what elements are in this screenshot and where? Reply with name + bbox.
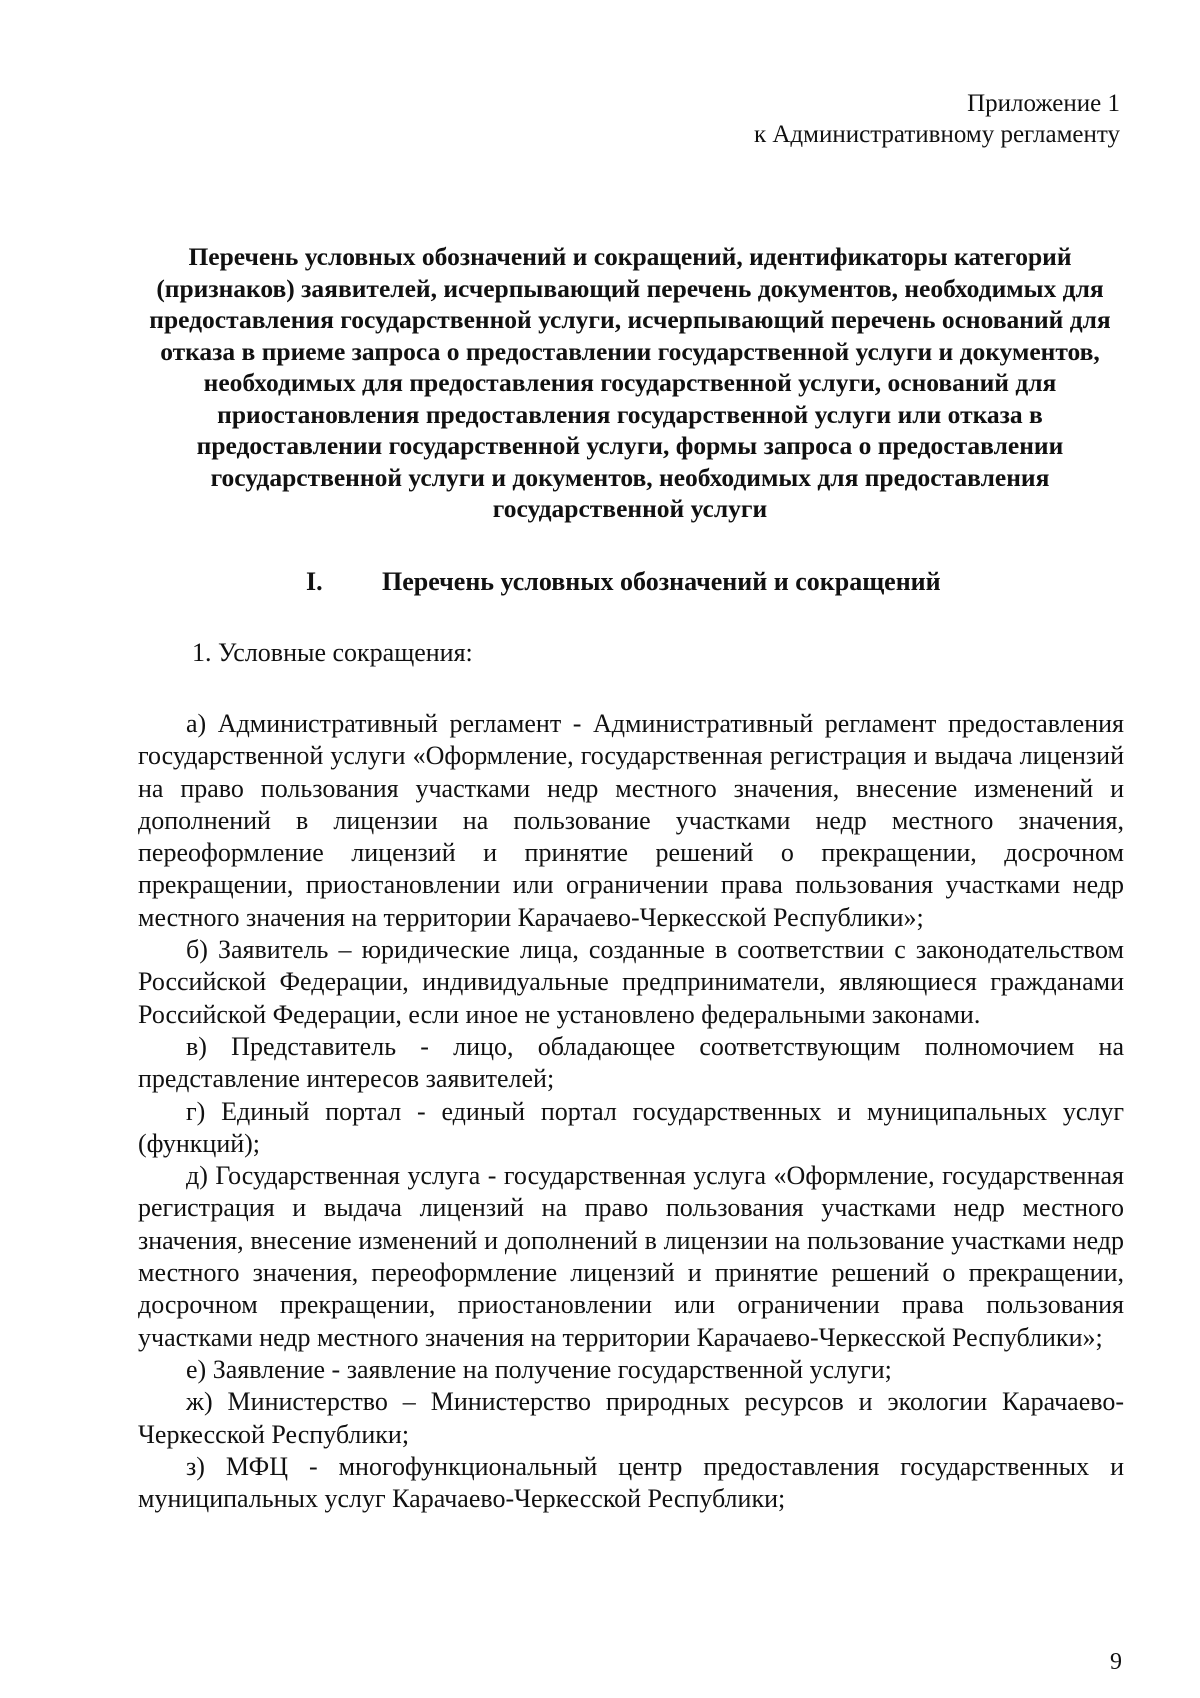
definitions-list	[138, 708, 1124, 1515]
definition-paragraph-z: з) МФЦ - многофункциональный центр предоставления государственных и муниципальных услуг Карачаево-Черкесской Республики;	[138, 1451, 1124, 1514]
page-number: 9	[1110, 1649, 1122, 1675]
appendix-line-1: Приложение 1	[967, 90, 1120, 117]
appendix-header	[754, 88, 1120, 150]
item-heading: 1. Условные сокращения:	[192, 638, 473, 667]
definition-paragraph-zh: ж) Министерство – Министерство природных ресурсов и экологии Карачаево-Черкесской Республики;	[138, 1387, 1124, 1449]
appendix-line-2: к Административному регламенту	[753, 121, 1120, 148]
document-title: Перечень условных обозначений и сокращений, идентификаторы категорий (признаков) заявителей, исчерпывающий перечень документов, необходимых для предоставления государственной услуги, исчерпывающий перечень оснований для отказа в приеме запроса о предоставлении государственной услуги и документов, необходимых для предоставления государственной услуги, оснований для приостановления предоставления государственной услуги или отказа в предоставлении государственной услуги, формы запроса о предоставлении государственной услуги и документов, необходимых для предоставления государственной услуги	[149, 242, 1111, 523]
definition-paragraph-g: г) Единый портал - единый портал государственных и муниципальных услуг (функций);	[138, 1096, 1124, 1158]
definition-paragraph-e: е) Заявление - заявление на получение государственной услуги;	[186, 1354, 892, 1384]
section-title-text: Перечень условных обозначений и сокращений	[382, 567, 941, 596]
definition-paragraph-v: в) Представитель - лицо, обладающее соответствующим полномочием на представление интересов заявителей;	[138, 1031, 1124, 1094]
section-number: I.	[306, 567, 323, 596]
definition-paragraph-d: д) Государственная услуга - государственная услуга «Оформление, государственная регистрация и выдача лицензий на право пользования участками недр местного значения, внесение изменений и дополнений в лицензии на пользование участками недр местного значения, переоформление лицензий и принятие решений о прекращении, досрочном прекращении, приостановлении или ограничении права пользования участками недр местного значения на территории Карачаево-Черкесской Республики»;	[138, 1161, 1124, 1352]
definition-paragraph-b: б) Заявитель – юридические лица, созданные в соответствии с законодательством Российской Федерации, индивидуальные предприниматели, являющиеся гражданами Российской Федерации, если иное не установлено федеральными законами.	[138, 935, 1124, 1029]
definition-paragraph-a: а) Административный регламент - Административный регламент предоставления государственной услуги «Оформление, государственная регистрация и выдача лицензий на право пользования участками недр местного значения, внесение изменений и дополнений в лицензии на пользование участками недр местного значения, переоформление лицензий и принятие решений о прекращении, досрочном прекращении, приостановлении или ограничении права пользования участками недр местного значения на территории Карачаево-Черкесской Республики»;	[138, 709, 1124, 932]
